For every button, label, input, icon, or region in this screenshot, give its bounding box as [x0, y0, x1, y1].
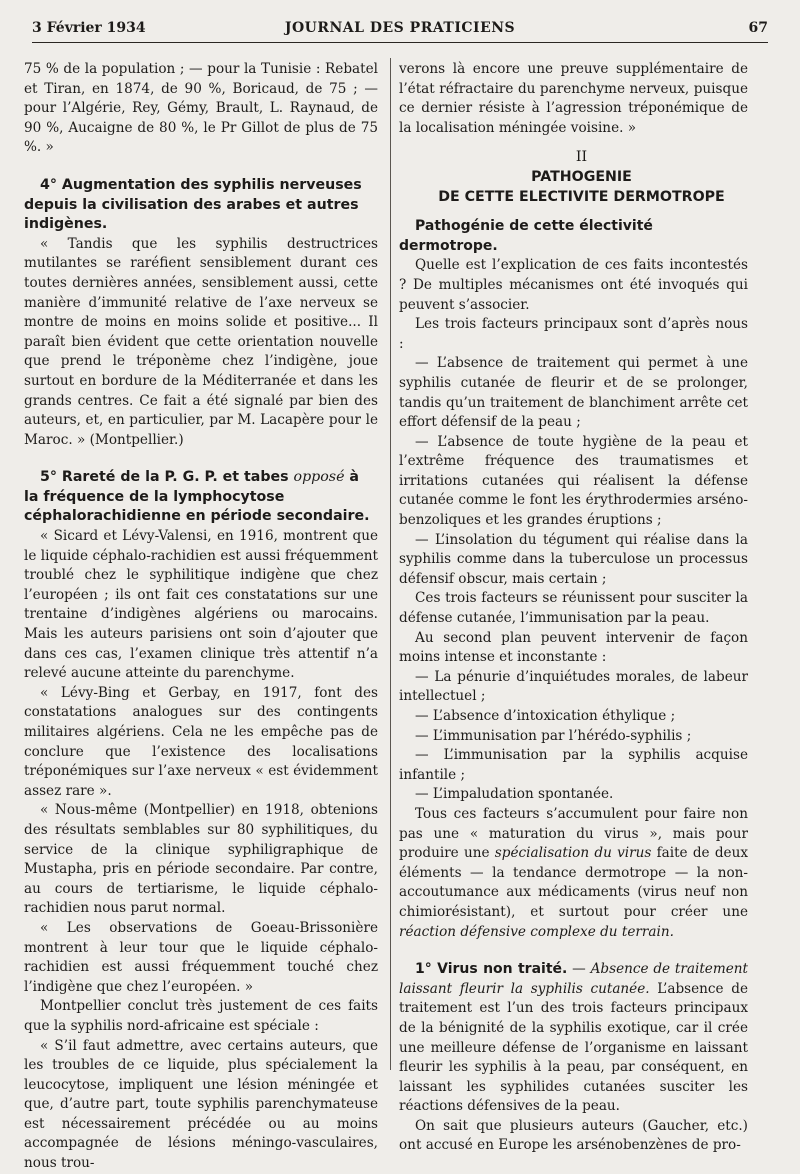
- roman-numeral: II: [575, 149, 588, 166]
- chapter-title-1: PATHOGENIE: [531, 168, 632, 185]
- paragraph: Montpellier conclut très justement de ces faits que la syphilis nord-africaine est spéciale :: [24, 998, 378, 1034]
- paragraph: « Nous-même (Montpellier) en 1918, obtenions des résultats semblables sur 80 syphilitiques, du service de la clinique syphiligraphique de Mustapha, pris en période secondaire. Par contre, au cours de tertiarisme, le liquide céphalo-rachidien nous parut normal.: [24, 802, 378, 917]
- paragraph: verons là encore une preuve supplémentaire de l’état réfractaire du parenchyme nerveux, puisque ce dernier résiste à l’agression tréponémique de la localisation méningée voisine. »: [399, 61, 748, 136]
- section-heading-5: 5° Rareté de la P. G. P. et tabes opposé à la fréquence de la lymphocytose céphalorachidienne en période secondaire.: [24, 469, 370, 525]
- paragraph: — L’insolation du tégument qui réalise dans la syphilis comme dans la tuberculose un processus défensif obscur, mais certain ;: [399, 531, 748, 587]
- paragraph: — L’absence d’intoxication éthylique ;: [415, 708, 676, 724]
- paragraph: — L’immunisation par l’hérédo-syphilis ;: [415, 727, 692, 744]
- paragraph: « Tandis que les syphilis destructrices mutilantes se raréfient sensiblement durant ces toutes dernières années, sensiblement aussi, cette manière d’immunité relative de l’axe nerveux se montre de moins en moins solide et positive... Il paraît bien évident que cette orientation nouvelle que prend le tréponème chez l’indigène, joue surtout en bordure de la Méditerranée et dans les grands centres. Ce fait a été signalé par bien des auteurs, et, en particulier, par M. Lacapère pour le Maroc. » (Montpellier.): [24, 235, 378, 448]
- journal-title: JOURNAL DES PRATICIENS: [284, 20, 516, 36]
- left-column: [24, 60, 378, 1174]
- paragraph: Les trois facteurs principaux sont d’après nous :: [399, 316, 748, 352]
- page-number: 67: [748, 20, 768, 36]
- paragraph: « Lévy-Bing et Gerbay, en 1917, font des constatations analogues sur des contingents militaires algériens. Cela ne les empêche pas de conclure que l’existence des localisations tréponémiques sur l’axe nerveux « est évidemment assez rare ».: [24, 684, 378, 799]
- paragraph: Au second plan peuvent intervenir de façon moins intense et inconstante :: [399, 629, 748, 666]
- paragraph: « S’il faut admettre, avec certains auteurs, que les troubles de ce liquide, plus spécialement la leucocytose, impliquent une lésion méningée et que, d’autre part, toute syphilis parenchymateuse est nécessairement précédée ou au moins accompagnée de lésions méningo-vasculaires, nous trou-: [24, 1037, 378, 1172]
- chapter-title-2: DE CETTE ELECTIVITE DERMOTROPE: [438, 188, 725, 205]
- paragraph: Ces trois facteurs se réunissent pour susciter la défense cutanée, l’immunisation par la peau.: [399, 590, 748, 627]
- paragraph: « Sicard et Lévy-Valensi, en 1916, montrent que le liquide céphalo-rachidien est aussi fréquemment troublé chez le syphilitique indigène que chez l’européen ; ils ont fait ces constatations sur une trentaine d’indigènes algériens ou marocains. Mais les auteurs parisiens ont soin d’ajouter que dans ces cas, l’examen clinique très attentif n’a relevé aucune atteinte du parenchyme.: [24, 528, 378, 682]
- paragraph: — L’absence de traitement qui permet à une syphilis cutanée de fleurir et de se prolonger, tandis qu’un traitement de blanchiment arrête cet effort défensif de la peau ;: [399, 355, 748, 431]
- paragraph: Quelle est l’explication de ces faits incontestés ? De multiples mécanismes ont été invoqués qui peuvent s’associer.: [399, 257, 748, 313]
- paragraph: On sait que plusieurs auteurs (Gaucher, etc.) ont accusé en Europe les arsénobenzènes de pro-: [399, 1117, 748, 1154]
- paragraph: Tous ces facteurs s’accumulent pour faire non pas une « maturation du virus », mais pour produire une spécialisation du virus faite de deux éléments — la tendance dermotrope — la non-accoutumance aux médicaments (virus neuf non chimiorésistant), et surtout pour créer une réaction défensive complexe du terrain.: [399, 805, 748, 940]
- page-header: [32, 18, 768, 43]
- paragraph: 75 % de la population ; — pour la Tunisie : Rebatel et Tiran, en 1874, de 90 %, Boricaud, de 75 ; — pour l’Algérie, Rey, Gémy, Brault, L. Raynaud, de 90 %, Aucaigne de 80 %, le Pr Gillot de plus de 75 %. »: [24, 61, 378, 156]
- right-column: [399, 60, 748, 1156]
- paragraph: — L’impaludation spontanée.: [415, 786, 614, 803]
- paragraph: « Les observations de Goeau-Brissonière montrent à leur tour que le liquide céphalo-rachidien est aussi fréquemment touché chez l’indigène que chez l’européen. »: [24, 919, 378, 995]
- paragraph: — L’absence de toute hygiène de la peau et l’extrême fréquence des traumatismes et irritations cutanées qui réalisent la défense cutanée comme le font les érythrodermies arséno-benzoliques et les grandes éruptions ;: [399, 433, 748, 529]
- column-divider: [390, 58, 391, 1070]
- issue-date: 3 Février 1934: [32, 20, 146, 36]
- paragraph: — La pénurie d’inquiétudes morales, de labeur intellectuel ;: [399, 668, 748, 705]
- paragraph: — L’immunisation par la syphilis acquise infantile ;: [399, 747, 748, 783]
- subheading: Pathogénie de cette électivité dermotrope.: [399, 218, 653, 254]
- paragraph-virus-non-traite: 1° Virus non traité. — Absence de traitement laissant fleurir la syphilis cutanée. L’absence de traitement est l’un des trois facteurs principaux de la bénignité de la syphilis exotique, car il crée une meilleure défense de l’organisme en laissant fleurir les syphilis à la peau, par conséquent, en laissant les syphilides cutanées susciter les réactions défensives de la peau.: [399, 961, 748, 1115]
- section-heading-4: 4° Augmentation des syphilis nerveuses depuis la civilisation des arabes et autres indigènes.: [24, 176, 362, 233]
